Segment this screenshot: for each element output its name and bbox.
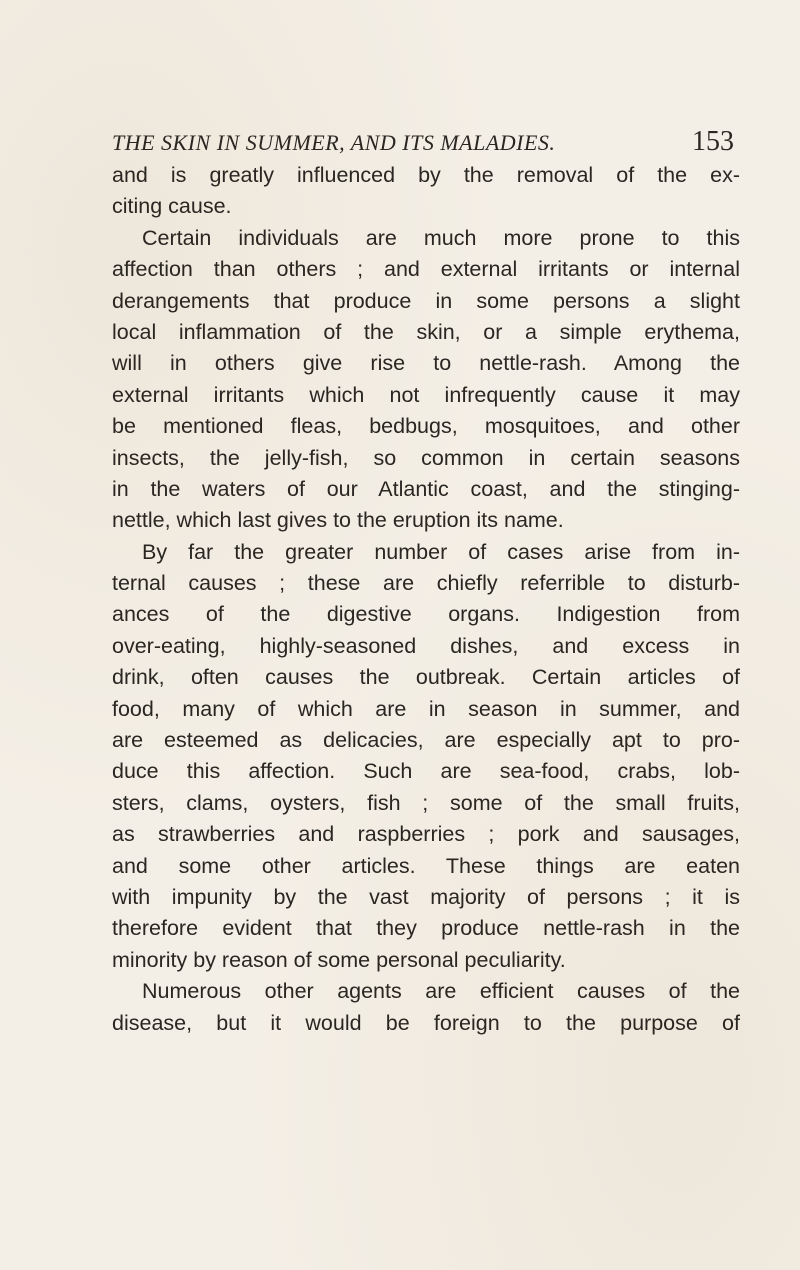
text-line: be mentioned fleas, bedbugs, mosquitoes, and other [112, 414, 740, 439]
text-line: By far the greater number of cases arise from in- [142, 539, 740, 564]
text-line: local inflammation of the skin, or a simple erythema, [112, 319, 740, 344]
text-line: with impunity by the vast majority of persons ; it is [112, 884, 740, 909]
text-line: therefore evident that they produce nettle-rash in the [112, 916, 740, 941]
text-line: duce this affection. Such are sea-food, crabs, lob- [112, 759, 740, 784]
text-line: as strawberries and raspberries ; pork and sausages, [112, 822, 740, 847]
text-line: nettle, which last gives to the eruption its name. [112, 508, 564, 533]
text-line: are esteemed as delicacies, are especially apt to pro- [112, 728, 740, 753]
text-line: over-eating, highly-seasoned dishes, and excess in [112, 633, 740, 658]
text-line: and is greatly influenced by the removal of the ex- [112, 163, 740, 187]
text-line: citing cause. [112, 194, 232, 219]
text-line: sters, clams, oysters, fish ; some of the small fruits, [112, 790, 740, 815]
running-title: THE SKIN IN SUMMER, AND ITS MALADIES. [112, 130, 556, 155]
text-line: Numerous other agents are efficient causes of the [142, 979, 740, 1004]
text-line: ances of the digestive organs. Indigestion from [112, 602, 740, 627]
text-line: Certain individuals are much more prone to this [142, 225, 740, 250]
text-line: disease, but it would be foreign to the purpose of [112, 1010, 740, 1035]
page-number: 153 [692, 126, 734, 157]
text-line: and some other articles. These things are eaten [112, 853, 740, 878]
text-line: derangements that produce in some persons a slight [112, 288, 740, 313]
text-line: drink, often causes the outbreak. Certain articles of [112, 665, 740, 690]
text-line: in the waters of our Atlantic coast, and the stinging- [112, 476, 740, 501]
text-line: ternal causes ; these are chiefly referrible to disturb- [112, 571, 740, 596]
text-line: affection than others ; and external irritants or internal [112, 257, 740, 282]
text-line: food, many of which are in season in summer, and [112, 696, 740, 721]
body-text [112, 160, 740, 1039]
running-head [112, 124, 742, 160]
text-line: insects, the jelly-fish, so common in certain seasons [112, 445, 740, 470]
text-line: minority by reason of some personal peculiarity. [112, 947, 566, 972]
text-line: will in others give rise to nettle-rash. Among the [112, 351, 740, 376]
text-line: external irritants which not infrequently cause it may [112, 382, 740, 407]
